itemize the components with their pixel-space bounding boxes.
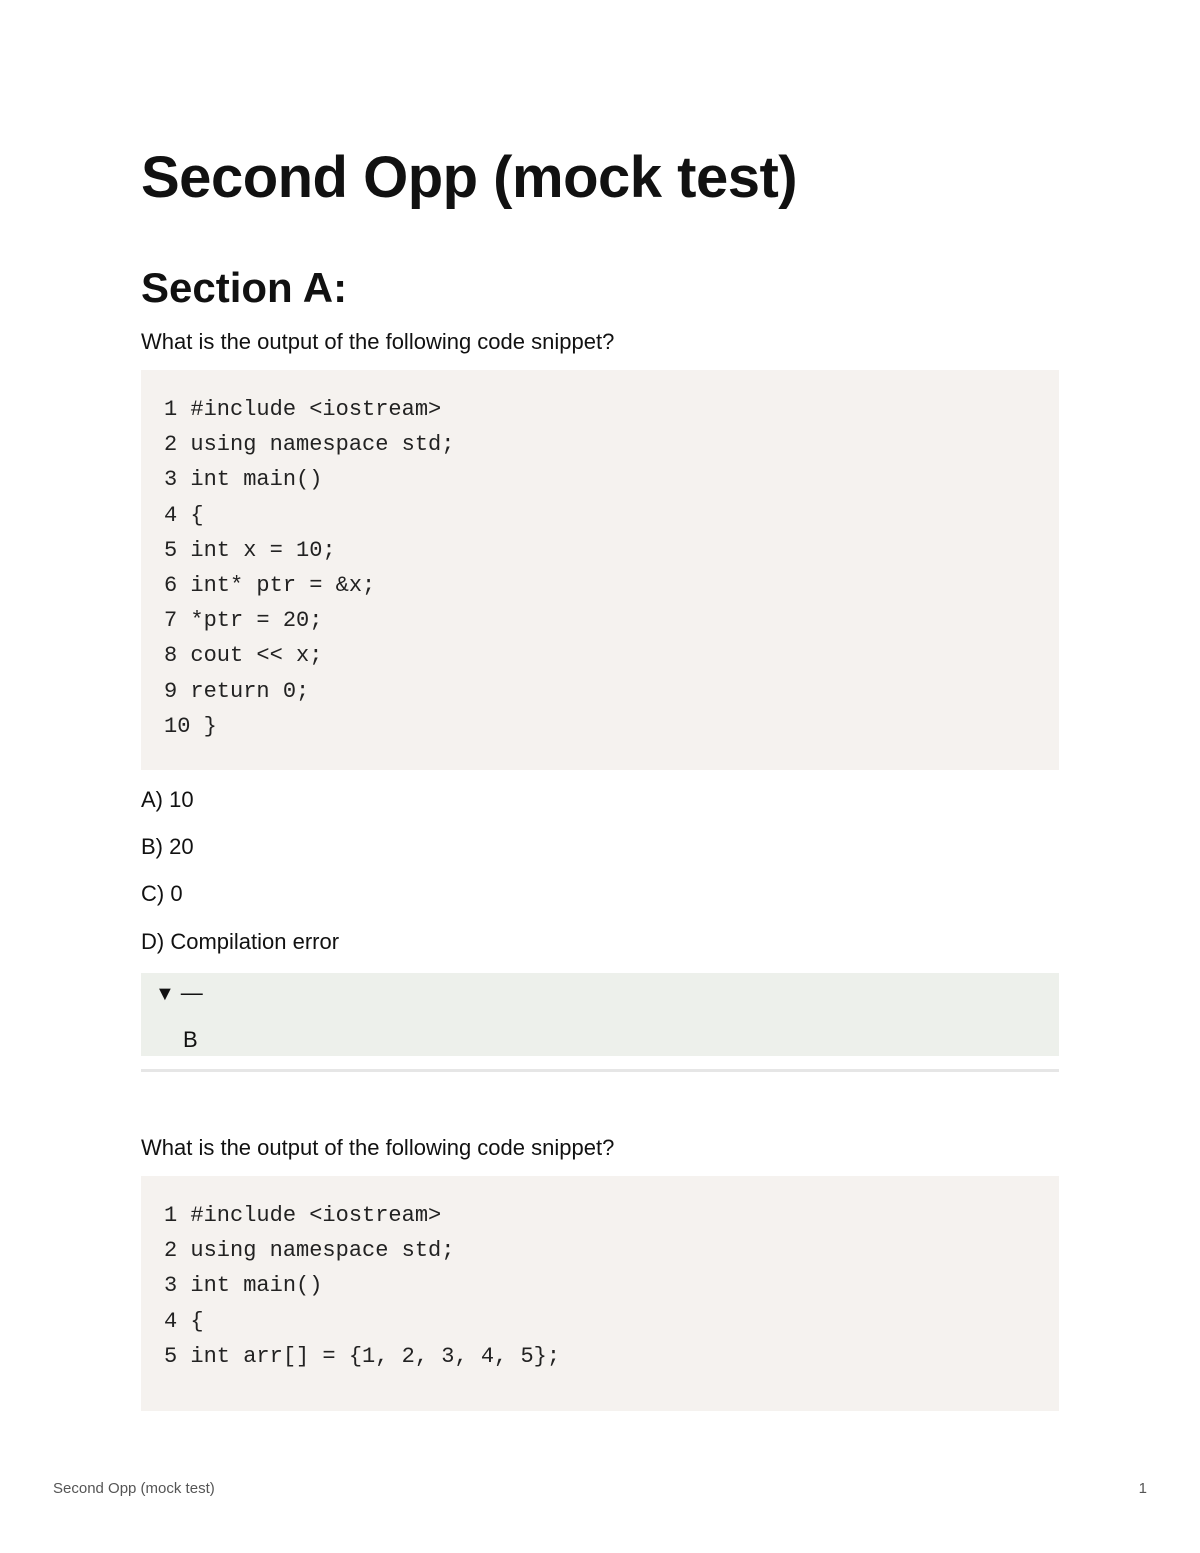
code-line: 6 int* ptr = &x; xyxy=(164,573,376,599)
toggle-label: — xyxy=(180,980,203,1005)
code-line: 1 #include <iostream> xyxy=(164,397,442,422)
section-heading: Section A: xyxy=(141,264,348,311)
code-line: 3 int main() xyxy=(164,1273,323,1299)
code-line: 8 cout << x; xyxy=(164,643,323,669)
code-line: 9 return 0; xyxy=(164,678,310,704)
question-1-prompt: What is the output of the following code snippet? xyxy=(141,329,615,354)
toggle-answer: B xyxy=(183,1027,198,1052)
code-line: 4 { xyxy=(164,502,204,528)
option-a: A) 10 xyxy=(141,787,194,812)
code-line: 2 using namespace std; xyxy=(164,432,455,458)
code-line: 3 int main() xyxy=(164,467,323,493)
code-line: 7 *ptr = 20; xyxy=(164,608,323,634)
page-title: Second Opp (mock test) xyxy=(141,145,798,210)
code-line: 4 { xyxy=(164,1308,204,1334)
triangle-down-icon[interactable]: ▼ xyxy=(155,983,175,1005)
footer-title: Second Opp (mock test) xyxy=(53,1480,215,1497)
question-2-prompt: What is the output of the following code snippet? xyxy=(141,1135,615,1160)
code-line: 1 #include <iostream> xyxy=(164,1203,442,1228)
code-line: 2 using namespace std; xyxy=(164,1238,455,1264)
option-b: B) 20 xyxy=(141,834,194,859)
code-line: 10 } xyxy=(164,713,217,739)
answer-toggle-block xyxy=(141,973,1059,1056)
answer-toggle-header[interactable] xyxy=(155,978,203,1009)
option-c: C) 0 xyxy=(141,881,183,906)
code-line: 5 int x = 10; xyxy=(164,537,336,563)
code-line: 5 int arr[] = {1, 2, 3, 4, 5}; xyxy=(164,1343,561,1369)
divider xyxy=(141,1069,1059,1072)
option-d: D) Compilation error xyxy=(141,929,340,954)
question-2-code-block xyxy=(141,1176,1059,1411)
question-1-code-block xyxy=(141,370,1059,770)
footer-page-number: 1 xyxy=(1138,1480,1147,1497)
